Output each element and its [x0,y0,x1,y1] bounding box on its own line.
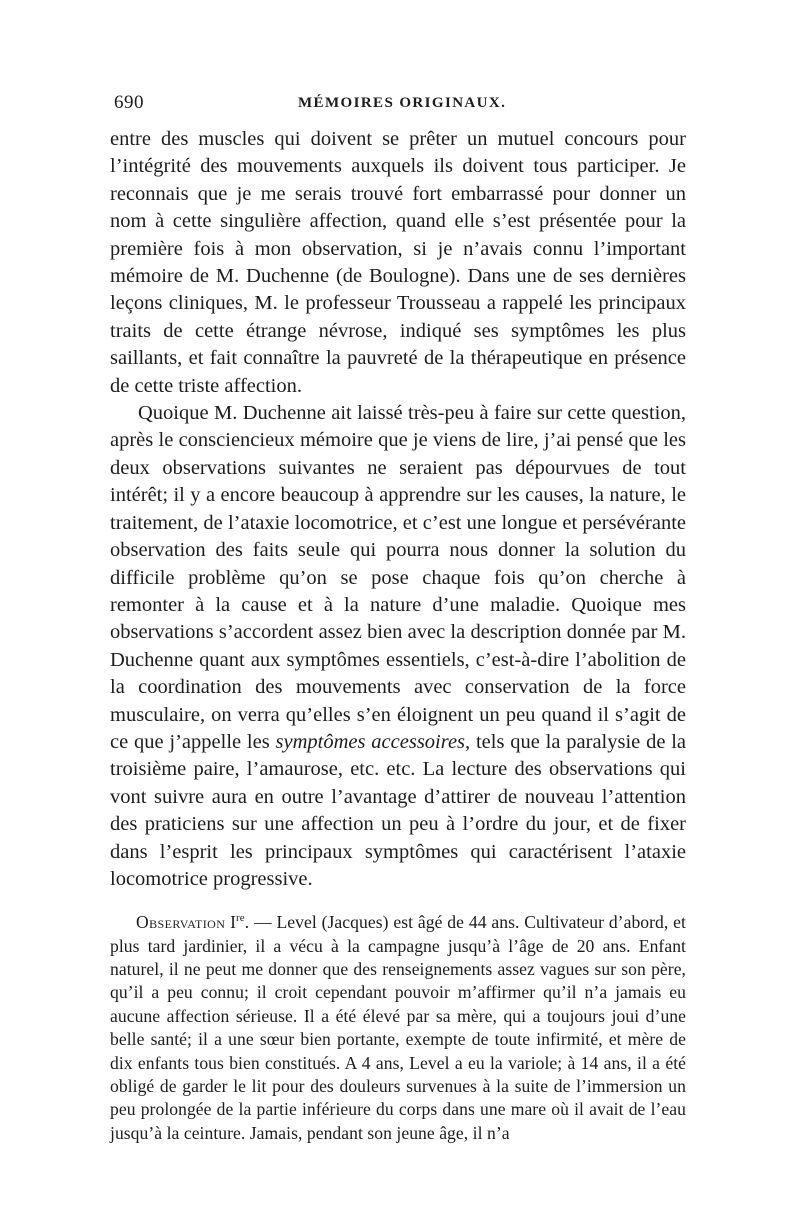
running-head [110,92,686,122]
observation-ordinal: I [230,912,237,933]
paragraph-text-before-italic: Quoique M. Duchenne ait laissé très-peu à faire sur cette question, après le consciencieux mémoire que je viens de lire, j’ai pensé que les deux observations suivantes ne seraient pas dépourvues de tout intérêt; il y a encore beaucoup à apprendre sur les causes, la nature, le traitement, de l’ataxie locomotrice, et c’est une longue et persévérante observation des faits seule qui pourra nous donner la solution du difficile problème qu’on se pose chaque fois qu’on cherche à remonter à la cause et à la nature d’une maladie. Quoique mes observations s’accordent assez bien avec la description donnée par M. Duchenne quant aux symptômes essentiels, c’est-à-dire l’abolition de la coordination des mouvements avec conservation de la force musculaire, on verra qu’elles s’en éloignent un peu quand il s’agit de ce que j’appelle les [110,402,686,753]
italic-phrase: symptômes accessoires, [275,730,471,753]
observation-number [230,912,245,932]
book-page [110,92,686,1163]
observation-separator: . — [244,912,277,933]
observation-label: Observation [136,912,226,933]
page-number: 690 [114,92,144,113]
running-title: MÉMOIRES ORIGINAUX. [298,95,507,111]
observation-paragraph [110,907,686,1145]
observation-text: Level (Jacques) est âgé de 44 ans. Cultivateur d’abord, et plus tard jardinier, il a vécu à la campagne jusqu’à l’âge de 20 ans. Enfant naturel, il ne peut me donner que des renseignements assez vagues sur son père, qu’il a peu connu; il croit cependant pouvoir m’affirmer qu’il n’a jamais eu aucune affection sérieuse. Il a été élevé par sa mère, qui a toujours joui d’une belle santé; il a une sœur bien portante, exempte de toute infirmité, et mère de dix enfants tous bien constitués. A 4 ans, Level a eu la variole; à 14 ans, il a été obligé de garder le lit pour des douleurs survenues à la suite de l’immersion un peu prolongée de la partie inférieure du corps dans une mare où il avait de l’eau jusqu’à la ceinture. Jamais, pendant son jeune âge, il n’a [110,912,686,1143]
paragraph-quoique [110,400,686,893]
observation-ordinal-suffix: re [236,912,245,925]
paragraph-continuation: entre des muscles qui doivent se prêter un mutuel concours pour l’intégrité des mouvements auxquels ils doivent tous participer. Je reconnais que je me serais trouvé fort embarrassé pour donner un nom à cette singulière affection, quand elle s’est présentée pour la première fois à mon observation, si je n’avais connu l’important mémoire de M. Duchenne (de Boulogne). Dans une de ses dernières leçons cliniques, M. le professeur Trousseau a rappelé les principaux traits de cette étrange névrose, indiqué ses symptômes les plus saillants, et fait connaître la pauvreté de la thérapeutique en présence de cette triste affection. [110,128,686,397]
paragraph-text-after-italic: tels que la paralysie de la troisième paire, l’amaurose, etc. etc. La lecture des observations qui vont suivre aura en outre l’avantage d’attirer de nouveau l’attention des praticiens sur une affection un peu à l’ordre du jour, et de fixer dans l’esprit les principaux symptômes qui caractérisent l’ataxie locomotrice progressive. [110,730,687,890]
